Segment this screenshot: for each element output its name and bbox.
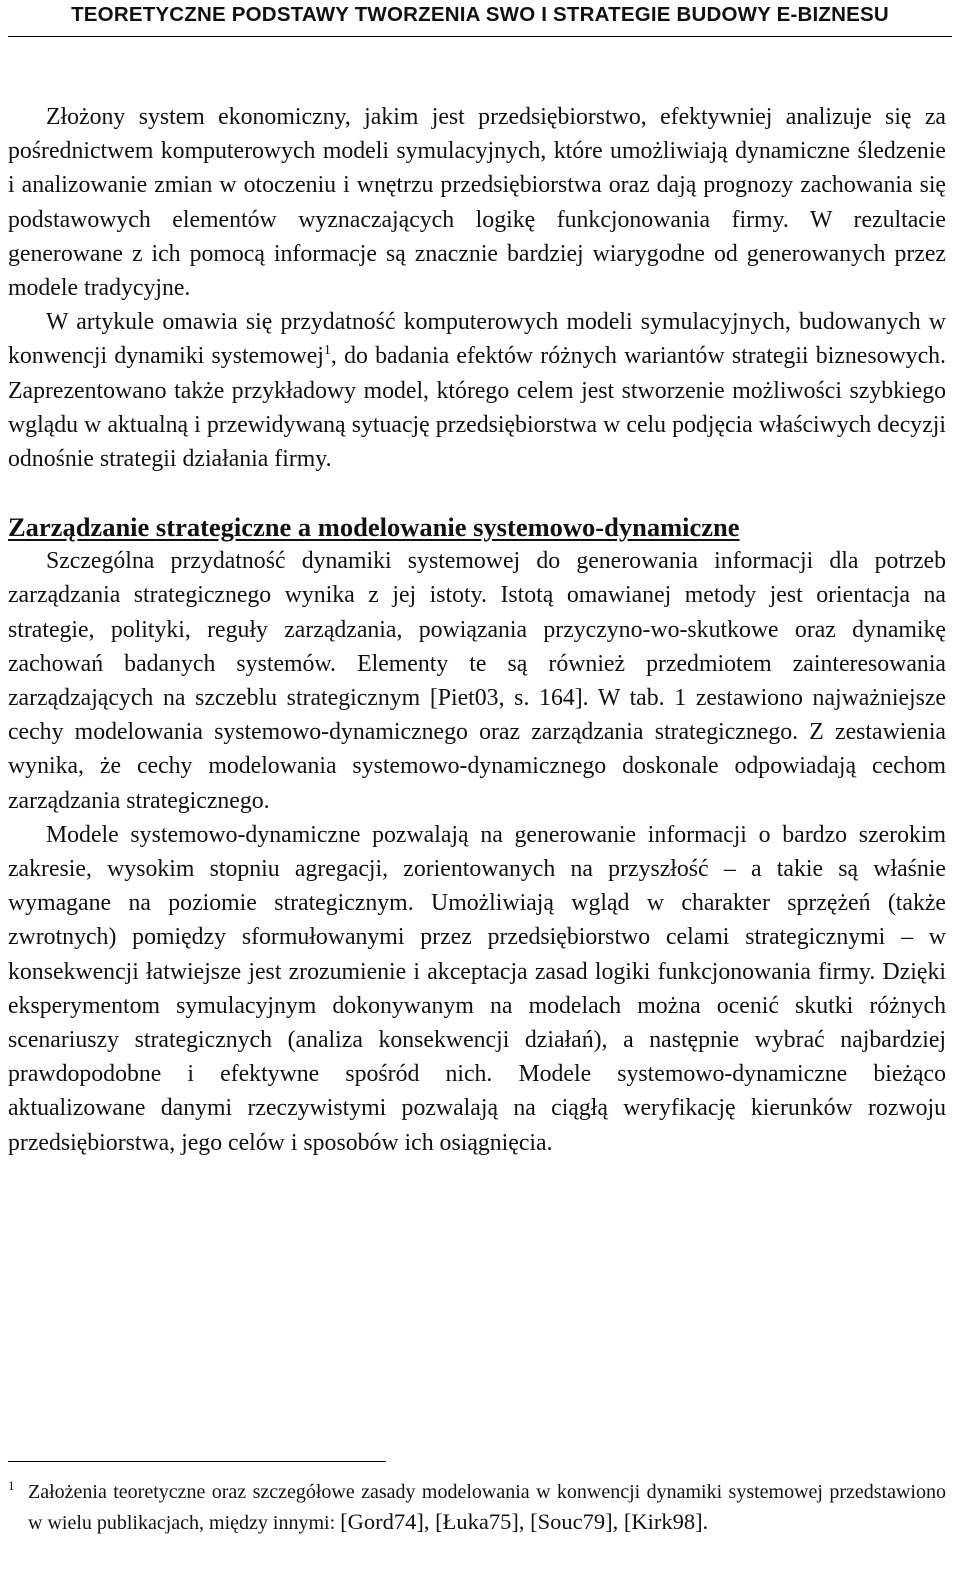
paragraph-section-1: Szczególna przydatność dynamiki systemowej do generowania informacji dla potrzeb zarządzania strategicznego wynika z jej istoty. Istotą omawianej metody jest orientacja na strategie, polityki, reguły zarządzania, powiązania przyczyno-wo-skutkowe oraz dynamikę zachowań badanych systemów. Elementy te są również przedmiotem zainteresowania zarządzających na szczeblu strategicznym [Piet03, s. 164]. W tab. 1 zestawiono najważniejsze cechy modelowania systemowo-dynamicznego oraz zarządzania strategicznego. Z zestawienia wynika, że cechy modelowania systemowo-dynamicznego doskonale odpowiadają cechom zarządzania strategicznego. — [8, 548, 946, 814]
footnote — [8, 1477, 946, 1538]
running-header: TEORETYCZNE PODSTAWY TWORZENIA SWO I STRATEGIE BUDOWY E-BIZNESU — [8, 0, 952, 37]
footnote-text: Założenia teoretyczne oraz szczegółowe zasady modelowania w konwencji dynamiki systemowej przedstawiono w wielu publikacjach, między innymi: — [28, 1481, 946, 1534]
footnote-citations: [Gord74], [Łuka75], [Souc79], [Kirk98]. — [340, 1509, 709, 1534]
paragraph-section-2: Modele systemowo-dynamiczne pozwalają na generowanie informacji o bardzo szerokim zakresie, wysokim stopniu agregacji, zorientowanych na przyszłość – a takie są właśnie wymagane na poziomie strategicznym. Umożliwiają wgląd w charakter sprzężeń (także zwrotnych) pomiędzy sformułowanymi przez przedsiębiorstwo celami strategicznymi – w konsekwencji łatwiejsze jest zrozumienie i akceptacja zasad logiki funkcjonowania firmy. Dzięki eksperymentom symulacyjnym dokonywanym na modelach można ocenić skutki różnych scenariuszy strategicznych (analiza konsekwencji działań), a następnie wybrać najbardziej prawdopodobne i efektywne spośród nich. Modele systemowo-dynamiczne bieżąco aktualizowane danymi rzeczywistymi pozwalają na ciągłą weryfikację kierunków rozwoju przedsiębiorstwa, jego celów i sposobów ich osiągnięcia. — [8, 821, 946, 1156]
footnote-mark: 1 — [8, 1478, 15, 1493]
paragraph-intro-2-text-cont: , do badania efektów różnych wariantów strategii biznesowych. Zaprezentowano także przykładowy model, którego celem jest stworzenie możliwości szybkiego wglądu w aktualną i przewidywaną sytuację przedsiębiorstwa w celu podjęcia właściwych decyzji odnośnie strategii działania firmy. — [8, 343, 946, 473]
footnote-reference: 1 — [323, 343, 331, 359]
article-body — [8, 100, 946, 1160]
paragraph-intro-2 — [8, 305, 946, 476]
paragraph-intro-1: Złożony system ekonomiczny, jakim jest przedsiębiorstwo, efektywniej analizuje się za pośrednictwem komputerowych modeli symulacyjnych, które umożliwiają dynamiczne śledzenie i analizowanie zmian w otoczeniu i wnętrzu przedsiębiorstwa oraz dają prognozy zachowania się podstawowych elementów wyznaczających logikę funkcjonowania firmy. W rezultacie generowane z ich pomocą informacje są znacznie bardziej wiarygodne od generowanych przez modele tradycyjne. — [8, 104, 946, 302]
footnote-separator — [8, 1461, 386, 1462]
section-heading: Zarządzanie strategiczne a modelowanie systemowo-dynamiczne — [8, 512, 740, 543]
paragraph-intro-2-text: W artykule omawia się przydatność komputerowych modeli symulacyjnych, budowanych w konwencji dynamiki systemowej — [8, 309, 946, 370]
